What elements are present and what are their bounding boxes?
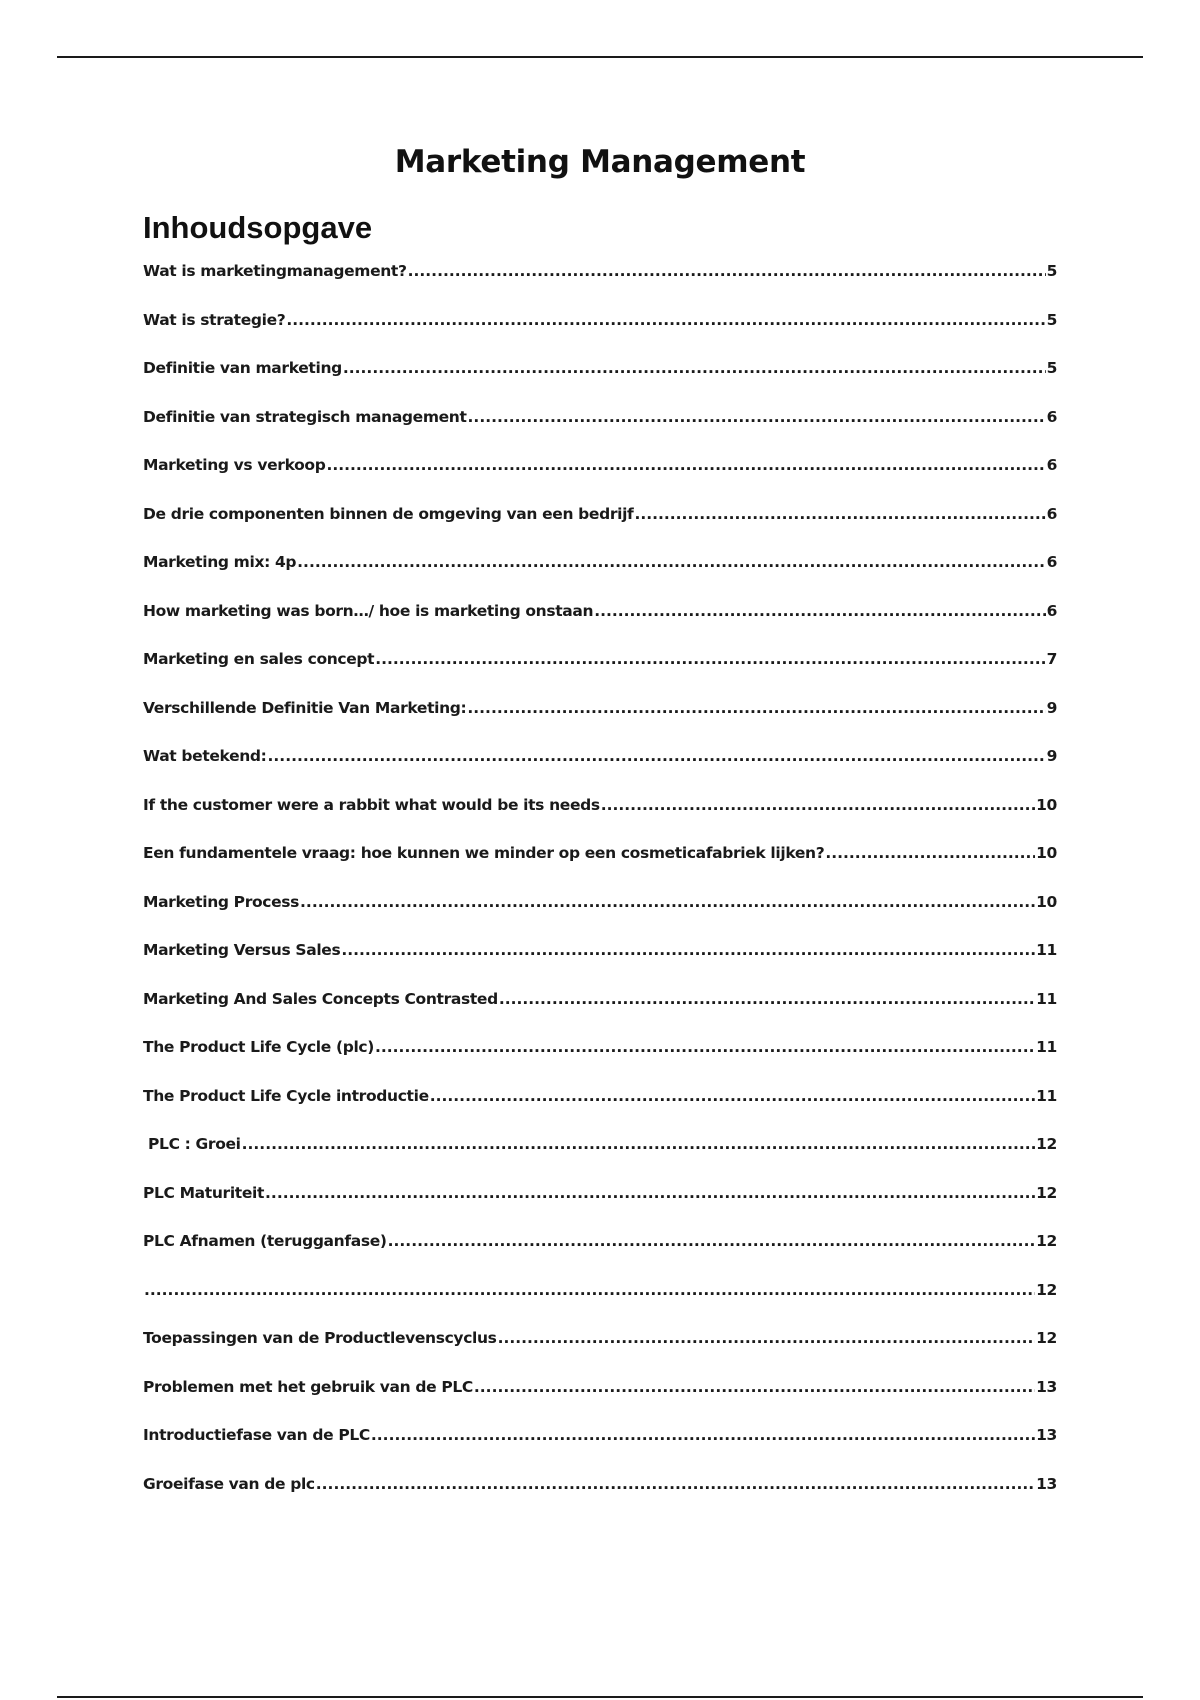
toc-entry[interactable] [143,1087,1057,1136]
toc-entry-page-number: 6 [1046,456,1057,474]
toc-entry-page-number: 10 [1036,844,1057,862]
toc-entry[interactable] [143,844,1057,893]
toc-dot-leader [498,1329,1036,1347]
toc-entry-page-number: 11 [1036,989,1057,1008]
toc-entry[interactable] [143,747,1057,796]
toc-dot-leader [144,1281,1035,1299]
toc-entry[interactable] [143,699,1057,748]
toc-entry[interactable] [143,456,1057,505]
toc-entry-page-number: 5 [1046,310,1057,329]
toc-entry-label: PLC Maturiteit [143,1183,265,1202]
toc-entry-page-number: 5 [1046,262,1057,280]
toc-dot-leader [430,1087,1035,1105]
toc-entry-label: Marketing mix: 4p [143,553,297,571]
toc-dot-leader [300,893,1035,911]
toc-entry[interactable] [143,990,1057,1039]
toc-entry-label: Marketing Versus Sales [143,941,341,959]
toc-entry-label: If the customer were a rabbit what would be its needs [143,795,600,814]
toc-entry-page-number: 12 [1036,1135,1057,1153]
toc-entry[interactable] [143,505,1057,554]
toc-dot-leader [297,553,1045,571]
toc-entry[interactable] [143,796,1057,845]
footer-rule [57,1696,1143,1698]
toc-entry-page-number: 13 [1036,1377,1057,1396]
toc-dot-leader [343,359,1046,377]
toc-dot-leader [594,602,1045,620]
toc-dot-leader [371,1426,1035,1444]
toc-entry-label: Introductiefase van de PLC [143,1426,370,1444]
toc-entry[interactable] [143,1038,1057,1087]
toc-dot-leader [286,311,1045,329]
toc-entry[interactable] [143,941,1057,990]
toc-entry-page-number: 12 [1036,1280,1057,1299]
toc-entry-label: PLC Afnamen (terugganfase) [143,1232,387,1250]
toc-entry-page-number: 11 [1036,941,1057,959]
toc-entry-page-number: 12 [1036,1329,1057,1347]
toc-entry-label: Marketing vs verkoop [143,456,326,474]
toc-dot-leader [268,747,1046,765]
toc-entry[interactable] [143,311,1057,360]
toc-entry-label: Marketing Process [143,892,300,911]
toc-entry-label: PLC : Groei [143,1135,241,1153]
toc-entry-page-number: 13 [1036,1474,1057,1493]
toc-dot-leader [265,1184,1035,1202]
toc-dot-leader [825,844,1035,862]
toc-dot-leader [375,650,1045,668]
toc-entry-page-number: 9 [1046,698,1057,717]
toc-entry-label: The Product Life Cycle introductie [143,1086,429,1105]
toc-entry[interactable] [143,1135,1057,1184]
toc-entry-page-number: 12 [1036,1232,1057,1250]
toc-entry-label: De drie componenten binnen de omgeving van een bedrijf [143,504,634,523]
toc-entry-label: Definitie van marketing [143,359,342,377]
toc-entry[interactable] [143,1378,1057,1427]
toc-entry-label: Toepassingen van de Productlevenscyclus [143,1329,497,1347]
toc-entry-page-number: 10 [1036,795,1057,814]
toc-entry[interactable] [143,408,1057,457]
header-rule [57,56,1143,58]
toc-entry-page-number: 10 [1036,892,1057,911]
toc-entry-page-number: 7 [1046,650,1057,668]
toc-entry[interactable] [143,359,1057,408]
toc-dot-leader [408,262,1046,280]
toc-entry[interactable] [143,1184,1057,1233]
toc-entry[interactable] [143,1232,1057,1281]
toc-entry-label: Definitie van strategisch management [143,407,467,426]
toc-dot-leader [316,1475,1035,1493]
toc-entry-label: Wat betekend: [143,747,267,765]
toc-dot-leader [601,796,1035,814]
toc-entry-page-number: 5 [1046,359,1057,377]
toc-entry-label: Marketing en sales concept [143,650,375,668]
toc-dot-leader [388,1232,1035,1250]
toc-entry-page-number: 11 [1036,1038,1057,1056]
toc-entry-label: Groeifase van de plc [143,1474,315,1493]
toc-dot-leader [468,408,1046,426]
toc-dot-leader [326,456,1045,474]
toc-entry[interactable] [143,1426,1057,1475]
toc-heading: Inhoudsopgave [143,210,373,245]
toc-dot-leader [242,1135,1035,1153]
toc-entry[interactable] [143,1281,1057,1330]
toc-entry-label: The Product Life Cycle (plc) [143,1038,374,1056]
toc-entry[interactable] [143,893,1057,942]
toc-dot-leader [375,1038,1035,1056]
toc-entry[interactable] [143,602,1057,651]
toc-entry-page-number: 11 [1036,1086,1057,1105]
toc-dot-leader [499,990,1035,1008]
toc-entry-label: Wat is marketingmanagement? [143,262,407,280]
toc-entry-label: Wat is strategie? [143,310,286,329]
toc-entry-label: Problemen met het gebruik van de PLC [143,1377,473,1396]
toc-entry-page-number: 6 [1046,504,1057,523]
toc-entry-label: Een fundamentele vraag: hoe kunnen we minder op een cosmeticafabriek lijken? [143,844,825,862]
toc-dot-leader [634,505,1045,523]
toc-dot-leader [341,941,1035,959]
toc-entry-page-number: 12 [1036,1183,1057,1202]
toc-entry-page-number: 6 [1046,553,1057,571]
toc-entry[interactable] [143,1475,1057,1524]
toc-entry[interactable] [143,553,1057,602]
toc-entry-label: Marketing And Sales Concepts Contrasted [143,989,498,1008]
table-of-contents [143,262,1057,1523]
toc-entry-page-number: 6 [1046,407,1057,426]
toc-entry-label: How marketing was born…/ hoe is marketing onstaan [143,601,594,620]
document-title: Marketing Management [394,144,806,180]
toc-entry-page-number: 6 [1046,601,1057,620]
toc-entry[interactable] [143,650,1057,699]
toc-entry[interactable] [143,262,1057,311]
toc-entry-page-number: 13 [1036,1426,1057,1444]
toc-entry-label: Verschillende Definitie Van Marketing: [143,698,467,717]
toc-dot-leader [467,699,1045,717]
toc-entry[interactable] [143,1329,1057,1378]
toc-entry-page-number: 9 [1046,747,1057,765]
toc-dot-leader [474,1378,1035,1396]
